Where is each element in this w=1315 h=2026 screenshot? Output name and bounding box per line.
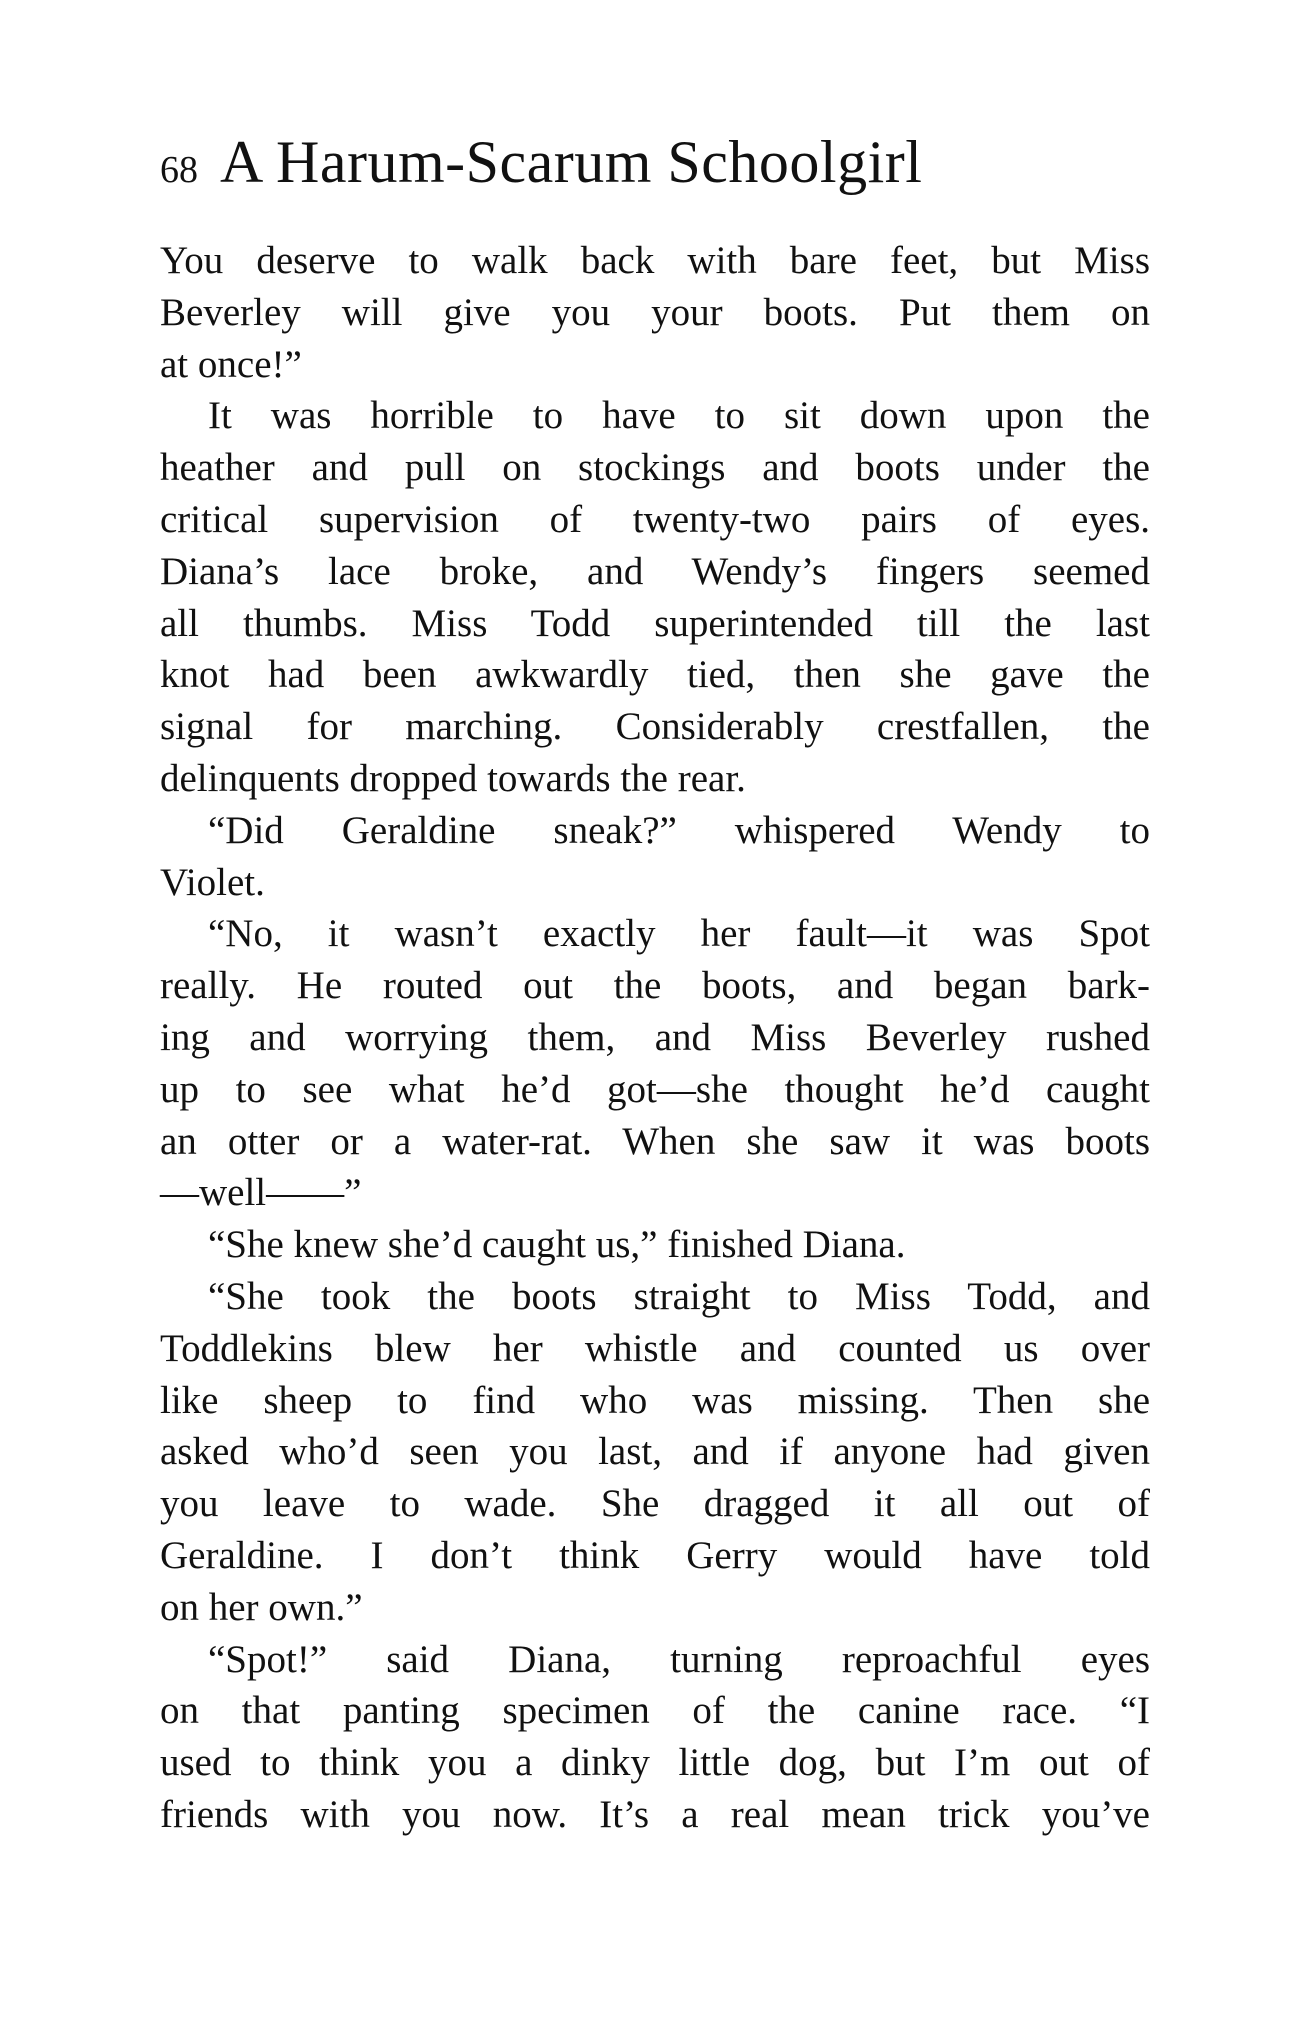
text-line: on her own.” — [160, 1585, 363, 1629]
text-line: “Did Geraldine sneak?” whispered Wendy to — [208, 808, 1150, 852]
running-head — [160, 128, 1160, 197]
text-line: like sheep to find who was missing. Then she — [160, 1378, 1150, 1422]
text-line: “She took the boots straight to Miss Todd, and — [208, 1274, 1150, 1318]
text-line: “Spot!” said Diana, turning reproachful eyes — [208, 1637, 1150, 1681]
text-line: —well——” — [160, 1171, 362, 1215]
text-line: “She knew she’d caught us,” finished Diana. — [208, 1223, 906, 1267]
text-line: all thumbs. Miss Todd superintended till the last — [160, 601, 1150, 645]
text-line: up to see what he’d got—she thought he’d caught — [160, 1067, 1150, 1111]
text-line: heather and pull on stockings and boots under the — [160, 446, 1150, 490]
text-line: knot had been awkwardly tied, then she gave the — [160, 653, 1150, 697]
text-line: Violet. — [160, 860, 265, 904]
text-line: Geraldine. I don’t think Gerry would have told — [160, 1533, 1150, 1577]
text-line: you leave to wade. She dragged it all out of — [160, 1482, 1150, 1526]
text-line: critical supervision of twenty-two pairs of eyes. — [160, 497, 1150, 541]
text-line: Diana’s lace broke, and Wendy’s fingers seemed — [160, 549, 1150, 593]
text-line: Beverley will give you your boots. Put them on — [160, 290, 1150, 334]
text-line: signal for marching. Considerably crestfallen, the — [160, 705, 1150, 749]
text-line: at once!” — [160, 342, 302, 386]
text-line: asked who’d seen you last, and if anyone had given — [160, 1430, 1150, 1474]
text-line: delinquents dropped towards the rear. — [160, 756, 746, 800]
text-line: really. He routed out the boots, and began bark- — [160, 964, 1150, 1008]
text-line: friends with you now. It’s a real mean trick you’ve — [160, 1792, 1150, 1836]
book-title: A Harum-Scarum Schoolgirl — [220, 129, 923, 195]
text-line: Toddlekins blew her whistle and counted us over — [160, 1326, 1150, 1370]
text-line: on that panting specimen of the canine race. “I — [160, 1689, 1150, 1733]
text-line: ing and worrying them, and Miss Beverley rushed — [160, 1015, 1150, 1059]
text-line: It was horrible to have to sit down upon the — [208, 394, 1150, 438]
text-line: You deserve to walk back with bare feet, but Miss — [160, 239, 1150, 282]
text-line: an otter or a water-rat. When she saw it was boots — [160, 1119, 1150, 1163]
page-number: 68 — [160, 149, 198, 191]
text-line: “No, it wasn’t exactly her fault—it was Spot — [208, 912, 1150, 956]
text-line: used to think you a dinky little dog, but I’m out of — [160, 1741, 1150, 1785]
body-text — [160, 235, 1150, 1841]
